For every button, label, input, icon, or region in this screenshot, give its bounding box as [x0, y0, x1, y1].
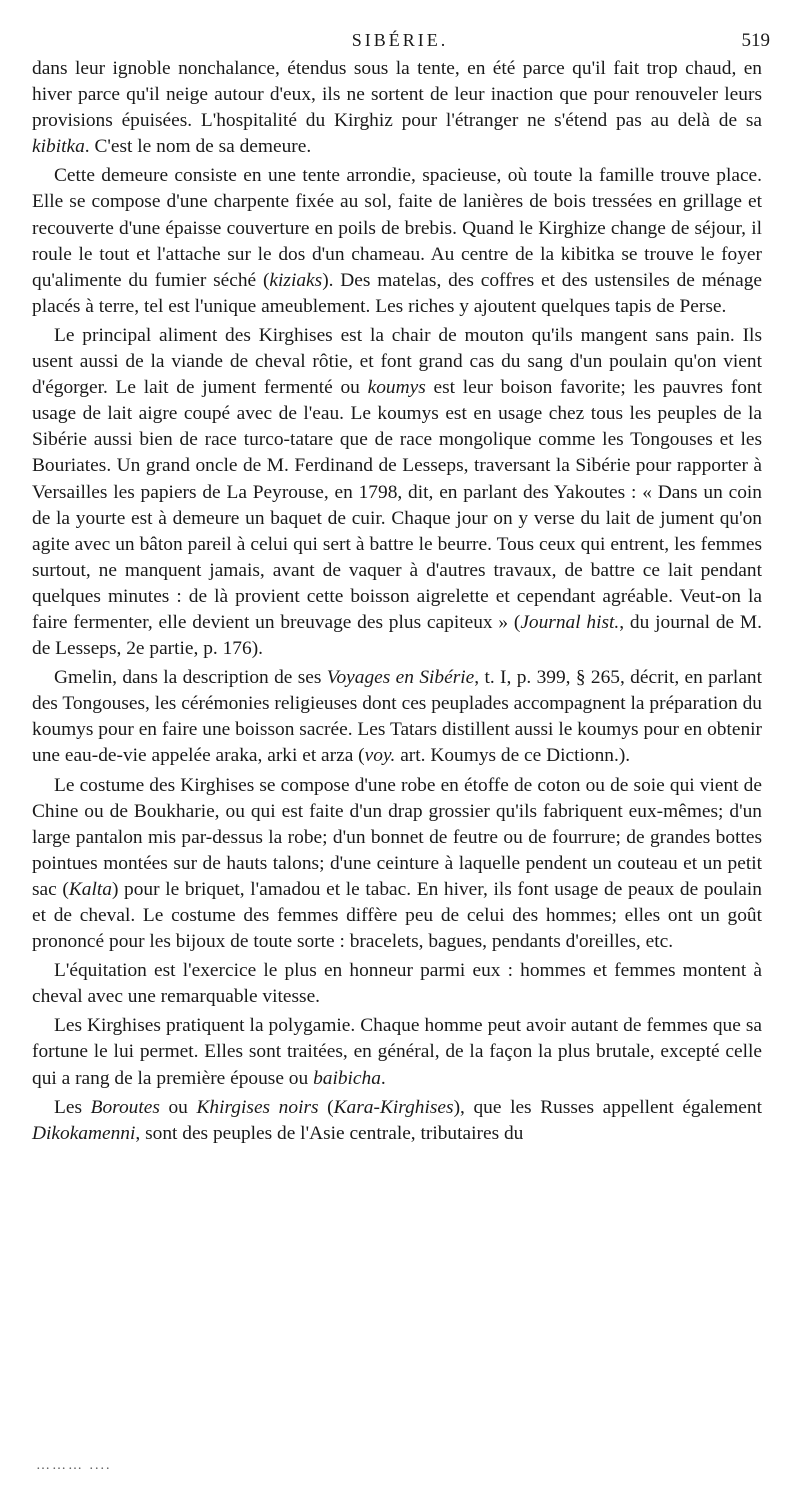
text-segment: ), que les Russes appellent également: [453, 1096, 762, 1118]
italic-term: voy.: [364, 745, 396, 767]
text-segment: est leur boison favorite; les pauvres font usage de lait aigre coupé avec de l'eau. Le koumys est en usage chez tous les peuples de la Sibérie aussi bien de race turco-tatare que de race mongolique comme les Tongouses et les Bouriates. Un grand oncle de M. Ferdinand de Lesseps, traversant la Sibérie pour rapporter à Versailles les papiers de La Peyrouse, en 1798, dit, en parlant des Yakoutes : « Dans un coin de la yourte est à demeure un baquet de cuir. Chaque jour on y verse du lait de jument qu'on agite avec un bâton pareil à celui qui sert à battre le beurre. Tous ceux qui entrent, les femmes surtout, ne manquent jamais, avant de vaquer à d'autres travaux, de battre ce lait pendant quelques minutes : de là provient cette boisson aigrelette et cependant agréable. Veut-on la faire fermenter, elle devient un breuvage des plus capiteux » (: [32, 377, 762, 633]
italic-term: koumys: [367, 377, 426, 399]
footer-marks: ……… ....: [36, 1458, 112, 1473]
italic-term: Boroutes: [90, 1096, 160, 1118]
text-segment: ) pour le briquet, l'amadou et le tabac. En hiver, ils font usage de peaux de poulain et de cheval. Le costume des femmes diffère peu de celui des hommes; elles ont un goût prononcé pour les bijoux de toute sorte : bracelets, bagues, pendants d'oreilles, etc.: [32, 878, 762, 953]
text-segment: Gmelin, dans la description de ses: [54, 667, 327, 689]
text-segment: Les Kirghises pratiquent la polygamie. Chaque homme peut avoir autant de femmes que sa fortune le lui permet. Elles sont traitées, en général, de la façon la plus brutale, excepté celle qui a rang de la première épouse ou: [32, 1015, 762, 1089]
paragraph: [32, 1095, 762, 1147]
italic-term: Kalta: [68, 878, 112, 900]
running-title: SIBÉRIE.: [351, 30, 449, 50]
italic-term: Kara-Kirghises: [333, 1096, 454, 1118]
text-segment: , sont des peuples de l'Asie centrale, tributaires du: [135, 1122, 524, 1144]
body-text: [32, 56, 762, 1150]
italic-term: Khirgises noirs: [196, 1096, 319, 1118]
text-segment: , du journal de M. de Lesseps, 2e partie, p. 176).: [32, 611, 762, 660]
text-segment: (: [318, 1096, 334, 1118]
paragraph: [32, 958, 762, 1010]
text-segment: . C'est le nom de sa demeure.: [84, 136, 312, 158]
paragraph: [32, 56, 762, 160]
text-segment: Les: [54, 1096, 91, 1118]
running-head: [30, 30, 770, 56]
text-segment: , t. I, p. 399, § 265, décrit, en parlant des Tongouses, les cérémonies religieuses dont ces peuplades accompagnent la préparation du koumys pour en faire une boisson sacrée. Les Tatars distillent aussi le koumys pour en obtenir une eau-de-vie appelée araka, arki et arza (: [32, 667, 763, 767]
text-segment: .: [380, 1067, 386, 1089]
text-segment: L'équitation est l'exercice le plus en honneur parmi eux : hommes et femmes montent à cheval avec une remarquable vitesse.: [32, 960, 762, 1008]
paragraph: [32, 1013, 762, 1091]
italic-term: Dikokamenni: [32, 1122, 136, 1144]
text-segment: art. Koumys de ce Dictionn.).: [395, 745, 631, 767]
italic-term: kiziaks: [269, 269, 323, 291]
text-segment: ou: [159, 1096, 197, 1118]
paragraph: [32, 163, 762, 320]
text-segment: dans leur ignoble nonchalance, étendus sous la tente, en été parce qu'il fait trop chaud, en hiver parce qu'il neige autour d'eux, ils ne sortent de leur inaction que pour renouveler leurs provisions épuisées. L'hospitalité du Kirghiz pour l'étranger ne s'étend pas au delà de sa: [32, 58, 762, 132]
text-segment: Le costume des Kirghises se compose d'une robe en étoffe de coton ou de soie qui vient de Chine ou de Boukharie, ou qui est faite d'un drap grossier qu'ils fabriquent eux-mêmes; d'un large pantalon mis par-dessus la robe; d'un bonnet de feutre ou de fourrure; de grandes bottes pointues montées sur de hauts talons; d'une ceinture à laquelle pendent un couteau et un petit sac (: [32, 774, 762, 900]
italic-term: kibitka: [32, 136, 85, 158]
italic-term: baibicha: [313, 1067, 381, 1089]
italic-term: Journal hist.: [520, 611, 620, 633]
italic-term: Voyages en Sibérie: [326, 667, 475, 689]
page-number: 519: [741, 30, 770, 51]
text-segment: Cette demeure consiste en une tente arrondie, spacieuse, où toute la famille trouve place. Elle se compose d'une charpente fixée au sol, faite de lanières de bois tressées en grillage et recouverte d'une épaisse couverture en poils de brebis. Quand le Kirghize change de séjour, il roule le tout et l'attache sur le dos d'un chameau. Au centre de la kibitka se trouve le foyer qu'alimente du fumier séché (: [32, 165, 762, 291]
text-segment: ). Des matelas, des coffres et des ustensiles de ménage placés à terre, tel est l'unique ameublement. Les riches y ajoutent quelques tapis de Perse.: [32, 269, 762, 317]
text-segment: Le principal aliment des Kirghises est la chair de mouton qu'ils mangent sans pain. Ils usent aussi de la viande de cheval rôtie, et font grand cas du sang d'un poulain qu'on vient d'égorger. Le lait de jument fermenté ou: [32, 324, 762, 399]
paragraph: [32, 773, 762, 956]
paragraph: [32, 323, 762, 662]
paragraph: [32, 665, 762, 769]
